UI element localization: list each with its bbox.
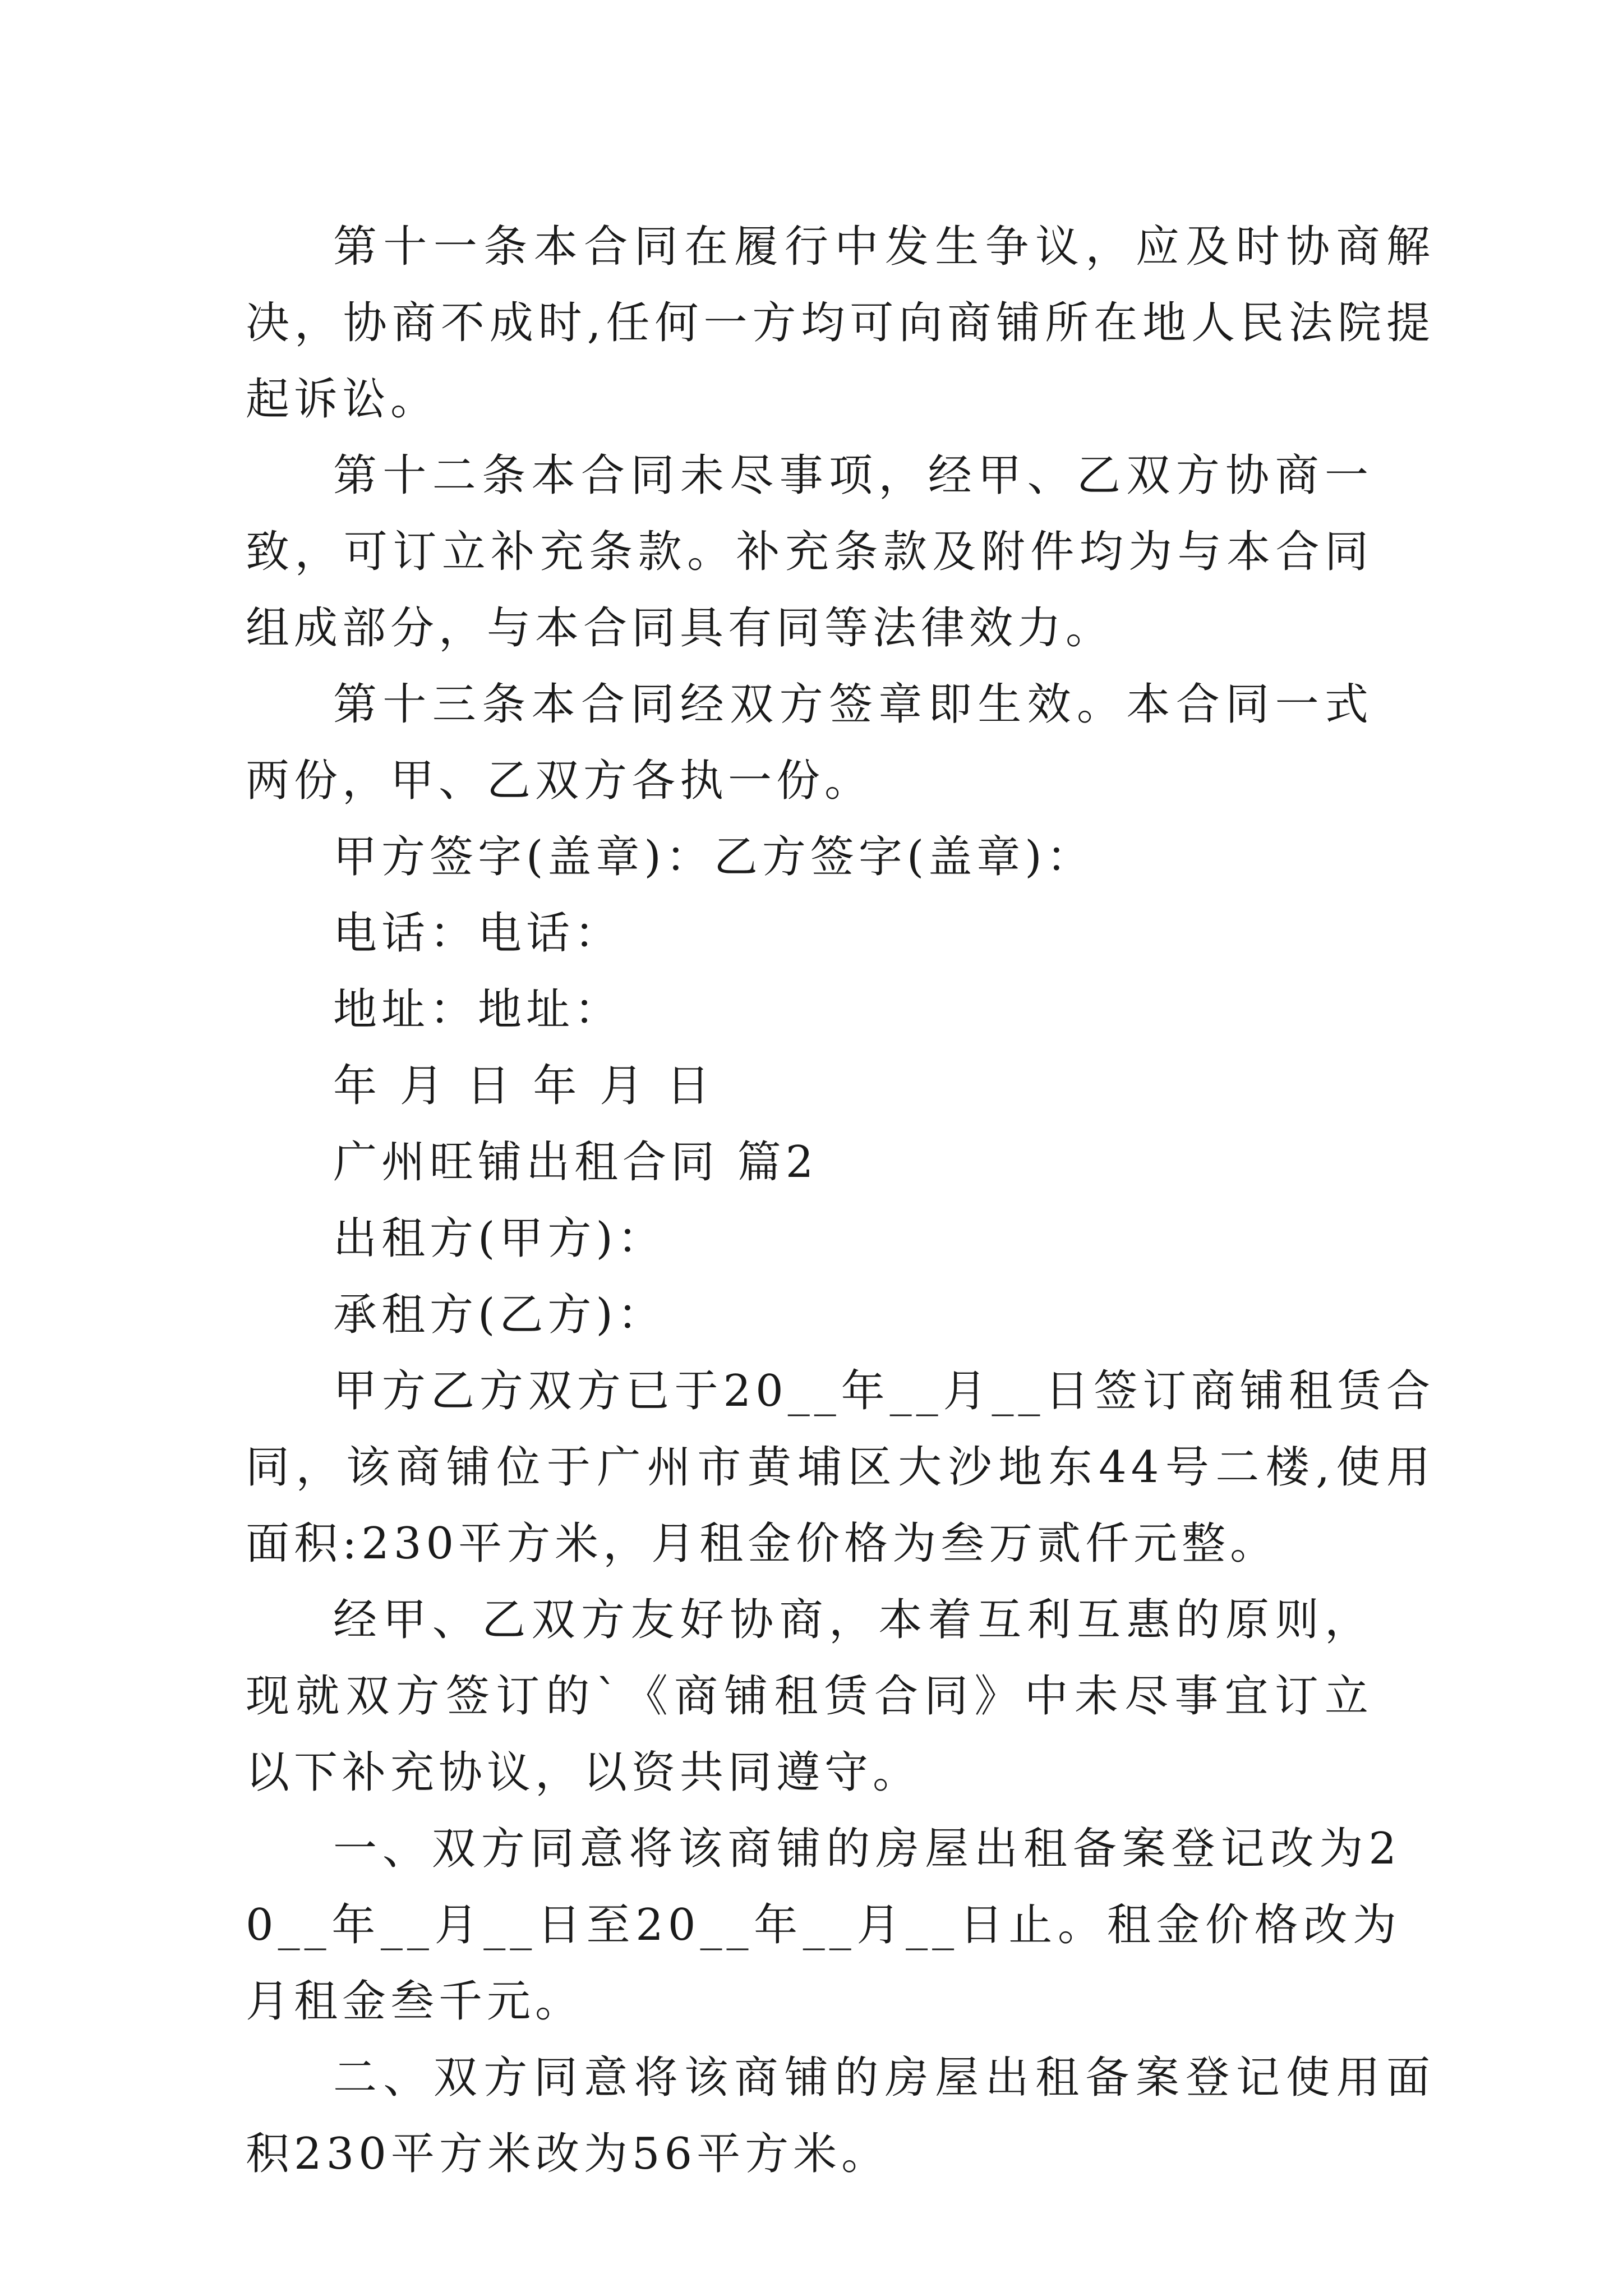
article-11-paragraph: 第十一条本合同在履行中发生争议，应及时协商解决，协商不成时,任何一方均可向商铺所在地人民法院提起诉讼。 — [246, 222, 1435, 425]
signature-line: 甲方签字(盖章)：乙方签字(盖章)： — [333, 832, 1095, 882]
lessee-line: 承租方(乙方)： — [333, 1290, 666, 1340]
article-13-paragraph: 第十三条本合同经双方签章即生效。本合同一式两份，甲、乙双方各执一份。 — [246, 679, 1373, 806]
date-line: 年 月 日 年 月 日 — [333, 1061, 714, 1111]
contract-background-paragraph: 甲方乙方双方已于20__年__月__日签订商铺租赁合同，该商铺位于广州市黄埔区大沙地东44号二楼,使用面积:230平方米，月租金价格为叁万贰仟元整。 — [246, 1366, 1435, 1569]
clause-one-paragraph: 一、双方同意将该商铺的房屋出租备案登记改为20__年__月__日至20__年__月__日止。租金价格改为月租金叁千元。 — [246, 1824, 1401, 2027]
section-heading: 广州旺铺出租合同 篇2 — [333, 1137, 818, 1188]
article-12-paragraph: 第十二条本合同未尽事项，经甲、乙双方协商一致，可订立补充条款。补充条款及附件均为与本合同组成部分，与本合同具有同等法律效力。 — [246, 450, 1373, 654]
lessor-line: 出租方(甲方)： — [333, 1213, 666, 1264]
document-body — [246, 209, 1435, 2192]
phone-line: 电话：电话： — [333, 908, 623, 959]
address-line: 地址：地址： — [333, 984, 623, 1035]
negotiation-paragraph: 经甲、乙双方友好协商，本着互利互惠的原则，现就双方签订的`《商铺租赁合同》中未尽事宜订立以下补充协议，以资共同遵守。 — [246, 1595, 1373, 1798]
clause-two-paragraph: 二、双方同意将该商铺的房屋出租备案登记使用面积230平方米改为56平方米。 — [246, 2053, 1435, 2179]
